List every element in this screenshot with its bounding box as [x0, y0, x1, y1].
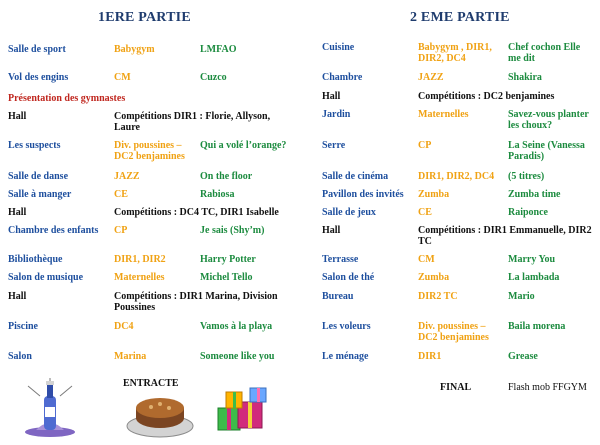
room-label: Salle de sport [8, 44, 66, 55]
room-label: Vol des engins [8, 72, 69, 83]
group-label: JAZZ [114, 171, 140, 182]
final-value: Flash mob FFGYM [508, 382, 587, 393]
group-label: DC4 [114, 321, 134, 332]
group-label: Maternelles [418, 109, 469, 120]
song-label: Qui a volé l’orange? [200, 140, 287, 151]
competition-label: Compétitions : DIR1 Marina, Division Poussines [114, 291, 278, 313]
song-label: Someone like you [200, 351, 275, 362]
group-label: Div. poussines – DC2 benjamines [114, 140, 185, 162]
competition-label: Compétitions : DC4 TC, DIR1 Isabelle [114, 207, 279, 218]
room-label: Bibliothèque [8, 254, 63, 265]
song-label: Grease [508, 351, 538, 362]
part2-title: 2 EME PARTIE [410, 10, 510, 25]
room-label: Salle de danse [8, 171, 69, 182]
group-label: CE [418, 207, 432, 218]
room-label: Salle à manger [8, 189, 72, 200]
bottle-icon [18, 378, 82, 440]
song-label: Harry Potter [200, 254, 256, 265]
song-label: Chef cochon Elle me dit [508, 42, 581, 64]
group-label: DIR1, DIR2, DC4 [418, 171, 495, 182]
room-label: Cuisine [322, 42, 355, 53]
song-label: (5 titres) [508, 171, 545, 182]
song-label: Baila morena [508, 321, 566, 332]
song-label: Savez-vous planter les choux? [508, 109, 589, 131]
cake-icon [125, 390, 195, 438]
room-label: Pavillon des invités [322, 189, 404, 200]
competition-label: Compétitions : DC2 benjamines [418, 91, 555, 102]
group-label: Div. poussines – DC2 benjamines [418, 321, 489, 343]
group-label: Babygym , DIR1, DIR2, DC4 [418, 42, 492, 64]
presentation-label: Présentation des gymnastes [8, 93, 126, 104]
room-label: Serre [322, 140, 346, 151]
room-label: Salle de jeux [322, 207, 376, 218]
song-label: Vamos à la playa [200, 321, 273, 332]
song-label: Je sais (Shy’m) [200, 225, 265, 236]
song-label: On the floor [200, 171, 253, 182]
room-label: Salle de cinéma [322, 171, 389, 182]
song-label: La lambada [508, 272, 560, 283]
group-label: DIR2 TC [418, 291, 458, 302]
group-label: JAZZ [418, 72, 444, 83]
room-label: Le ménage [322, 351, 369, 362]
group-label: CM [418, 254, 435, 265]
group-label: CM [114, 72, 131, 83]
room-label: Hall [8, 111, 27, 122]
group-label: Zumba [418, 272, 450, 283]
room-label: Terrasse [322, 254, 359, 265]
part1-title: 1ERE PARTIE [98, 10, 191, 25]
group-label: CE [114, 189, 128, 200]
room-label: Salon [8, 351, 32, 362]
entracte-label: ENTRACTE [123, 378, 179, 389]
room-label: Hall [8, 207, 27, 218]
song-label: Cuzco [200, 72, 227, 83]
song-label: La Seine (Vanessa Paradis) [508, 140, 585, 162]
song-label: Marry You [508, 254, 556, 265]
group-label: Babygym [114, 44, 155, 55]
song-label: LMFAO [200, 44, 237, 55]
group-label: CP [114, 225, 128, 236]
room-label: Hall [322, 91, 341, 102]
room-label: Hall [8, 291, 27, 302]
song-label: Rabiosa [200, 189, 235, 200]
song-label: Raiponce [508, 207, 548, 218]
room-label: Piscine [8, 321, 38, 332]
room-label: Jardin [322, 109, 351, 120]
song-label: Michel Tello [200, 272, 253, 283]
group-label: CP [418, 140, 432, 151]
competition-label: Compétitions DIR1 : Florie, Allyson, Laure [114, 111, 271, 133]
room-label: Les voleurs [322, 321, 371, 332]
room-label: Chambre [322, 72, 363, 83]
group-label: DIR1, DIR2 [114, 254, 166, 265]
competition-label: Compétitions : DIR1 Emmanuelle, DIR2 TC [418, 225, 592, 247]
room-label: Les suspects [8, 140, 61, 151]
group-label: Maternelles [114, 272, 165, 283]
song-label: Mario [508, 291, 535, 302]
group-label: Marina [114, 351, 147, 362]
gifts-icon [214, 382, 272, 438]
final-label: FINAL [440, 382, 472, 393]
room-label: Hall [322, 225, 341, 236]
room-label: Salon de musique [8, 272, 84, 283]
room-label: Salon de thé [322, 272, 375, 283]
group-label: Zumba [418, 189, 450, 200]
song-label: Zumba time [508, 189, 561, 200]
group-label: DIR1 [418, 351, 442, 362]
room-label: Bureau [322, 291, 354, 302]
room-label: Chambre des enfants [8, 225, 99, 236]
song-label: Shakira [508, 72, 542, 83]
